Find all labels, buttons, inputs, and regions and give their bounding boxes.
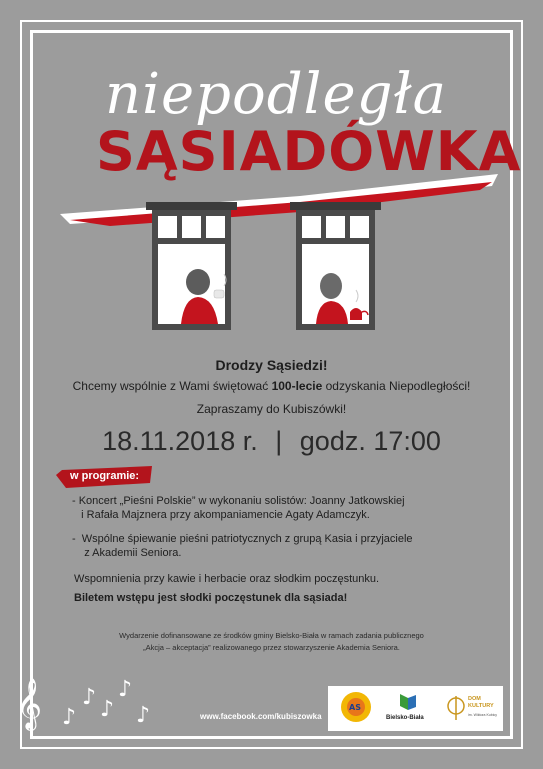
akademia-seniora-logo xyxy=(341,692,371,722)
sponsor-logos xyxy=(328,686,503,731)
note-icon: ♪ xyxy=(100,697,115,722)
funding-note: Wydarzenie dofinansowane ze środków gminy Bielsko-Biała w ramach zadania publicznego „Akcja – akceptacja” realizowanego przez stowarzyszenie Akademia Seniora. xyxy=(119,631,424,652)
svg-text:AS: AS xyxy=(349,703,361,712)
ticket-text: Biletem wstępu jest słodki poczęstunek dla sąsiada! xyxy=(74,592,348,604)
note-icon: ♪ xyxy=(62,705,77,730)
greeting: Drodzy Sąsiedzi! xyxy=(215,357,328,373)
note-icon: ♪ xyxy=(136,703,151,728)
script-title: niepodległa xyxy=(105,62,447,127)
program-item-concert: - Koncert „Pieśni Polskie” w wykonaniu solistów: Joanny Jatkowskiej i Rafała Majznera przy akompaniamencie Agaty Adamczyk. xyxy=(72,495,405,521)
note-icon: ♪ xyxy=(118,677,133,702)
dom-kultury-logo xyxy=(448,696,464,720)
dom-kultury-sub: im. Wiktora Kubicy xyxy=(468,713,497,717)
bielsko-biala-label: Bielsko-Biała xyxy=(386,715,424,721)
treble-clef-icon: 𝄞 xyxy=(16,678,43,729)
invitation-line: Chcemy wspólnie z Wami świętować 100-lecie odzyskania Niepodległości! xyxy=(72,379,471,393)
program-item-singing: - Wspólne śpiewanie pieśni patriotycznych z grupą Kasia i przyjaciele z Akademii Seniora. xyxy=(72,533,413,559)
invitation-place: Zapraszamy do Kubiszówki! xyxy=(196,402,347,416)
event-date: 18.11.2018 r. xyxy=(102,426,258,456)
event-time: godz. 17:00 xyxy=(299,426,441,456)
program-tag-label: w programie: xyxy=(70,470,140,482)
memories-text: Wspomnienia przy kawie i herbacie oraz słodkim poczęstunku. xyxy=(74,573,380,585)
main-title: SĄSIADÓWKA xyxy=(96,120,522,183)
note-icon: ♪ xyxy=(82,685,97,710)
dom-kultury-label: DOM KULTURY xyxy=(468,696,494,709)
bielsko-biala-logo xyxy=(400,694,416,710)
separator: | xyxy=(275,426,283,456)
facebook-link[interactable]: www.facebook.com/kubiszowka xyxy=(200,712,322,721)
